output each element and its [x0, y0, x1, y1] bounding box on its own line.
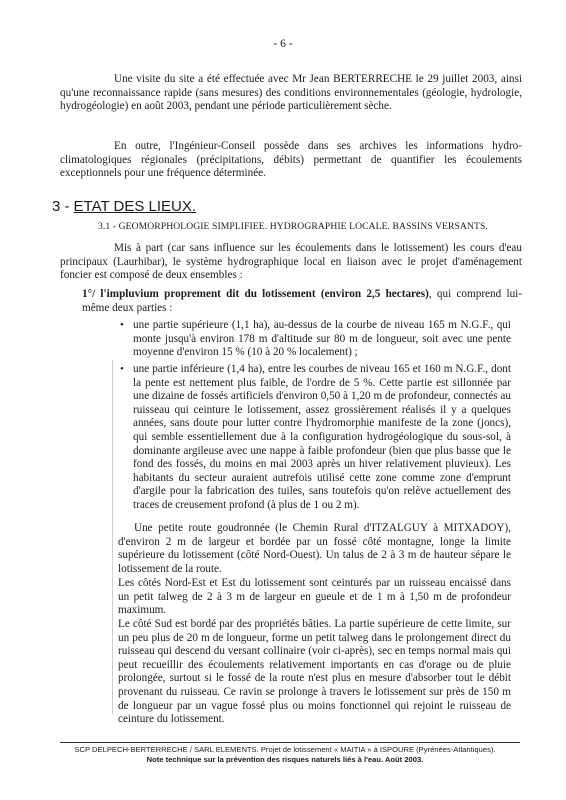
body-paragraph-south-side: Le côté Sud est bordé par des propriétés bâties. La partie supérieure de cette limite, sur un peu plus de 20 m de longueur, forme un petit talweg dans le prolongement direct du ruisseau qui descend du versant collinaire (voir ci-après), sec en temps normal mais qui peut recueillir des écoulements relativement importants en cas d'orage ou de pluie prolongée, surtout si le fossé de la route n'est plus en mesure d'absorber tout le débit provenant du ruisseau. Ce ravin se prolonge à travers le lotissement sur près de 150 m de longueur par un vague fossé plus ou moins fonctionnel qui rejoint le ruisseau de ceinture du lotissement.: [118, 618, 511, 726]
body-paragraph-stream: Les côtés Nord-Est et Est du lotissement sont ceinturés par un ruisseau encaissé dans un petit talweg de 2 à 3 m de largeur en gueule et de 1 m à 1,50 m de profondeur maximum.: [118, 577, 511, 617]
list-item-impluvium-text: , qui comprend lui-même deux parties :: [82, 288, 522, 314]
list-item-impluvium: [60, 288, 522, 315]
body-paragraph-hydrography: Mis à part (car sans influence sur les écoulements dans le lotissement) les cours d'eau principaux (Laurhibar), le système hydrographique local en liaison avec le projet d'aménagement foncier est composé de deux ensembles :: [60, 242, 522, 282]
section-title: ETAT DES LIEUX.: [73, 198, 197, 215]
bullet-lower-part: une partie inférieure (1,4 ha), entre les courbes de niveau 165 et 160 m N.G.F., dont la pente est nettement plus faible, de l'ordre de 5 %. Cette partie est sillonnée par une dizaine de fossés artificiels d'environ 0,50 à 1,20 m de profondeur, connectés au ruisseau qui ceinture le lotissement, assez grossièrement réalisés il y a quelques années, sans doute pour lutter contre l'hydromorphie manifeste de la zone (joncs), qui semble essentiellement due à la configuration hydrogéologique du sous-sol, à dominante argileuse avec une nappe à faible profondeur (bien que plus basse que le fond des fossés, du moins en mai 2003 après un hiver relativement pluvieux). Les habitants du secteur auraient autrefois utilisé cette zone comme zone d'emprunt d'argile pour la fabrication des tuiles, sans toutefois qu'on relève actuellement des traces de creusement profond (à plus de 1 ou 2 m).: [133, 363, 511, 511]
page-number: - 6 -: [273, 38, 293, 50]
bullet-upper-part: une partie supérieure (1,1 ha), au-dessus de la courbe de niveau 165 m N.G.F., qui monte jusqu'à environ 178 m d'altitude sur 80 m de longueur, soit avec une pente moyenne d'environ 15 % (10 à 20 % localement) ;: [133, 319, 511, 359]
section-number: 3 -: [52, 198, 70, 215]
intro-paragraph-visit: Une visite du site a été effectuée avec Mr Jean BERTERRECHE le 29 juillet 2003, ainsi qu'une reconnaissance rapide (sans mesures) des conditions environnementales (géologie, hydrologie, hydrogéologie) en août 2003, pendant une période particulièrement sèche.: [60, 73, 522, 113]
footer-divider: [60, 742, 520, 743]
intro-paragraph-archives: En outre, l'Ingénieur-Conseil possède dans ses archives les informations hydro-climatologiques régionales (précipitations, débits) permettant de quantifier les écoulements exceptionnels pour une fréquence déterminée.: [60, 140, 522, 180]
bullet-point: •: [120, 363, 124, 375]
list-item-impluvium-title: 1°/ l'impluvium proprement dit du lotissement (environ 2,5 hectares): [82, 288, 429, 300]
footer-line-1: SCP DELPECH-BERTERRECHE / SARL ELEMENTS. Projet de lotissement « MAITIA » à ISPOURE (Pyrénées-Atlantiques).: [74, 745, 496, 754]
subsection-heading: 3.1 - GEOMORPHOLOGIE SIMPLIFIEE. HYDROGRAPHIE LOCALE. BASSINS VERSANTS.: [98, 221, 488, 232]
section-heading: [52, 198, 196, 215]
footer-line-2: Note technique sur la prévention des risques naturels liés à l'eau. Août 2003.: [146, 755, 424, 764]
body-paragraph-road: Une petite route goudronnée (le Chemin Rural d'ITZALGUY à MITXADOY), d'environ 2 m de largeur et bordée par un fossé côté montagne, longe la limite supérieure du lotissement (côté Nord-Ouest). Un talus de 2 à 3 m de hauteur sépare le lotissement de la route.: [118, 522, 511, 575]
bullet-point: •: [120, 319, 124, 331]
